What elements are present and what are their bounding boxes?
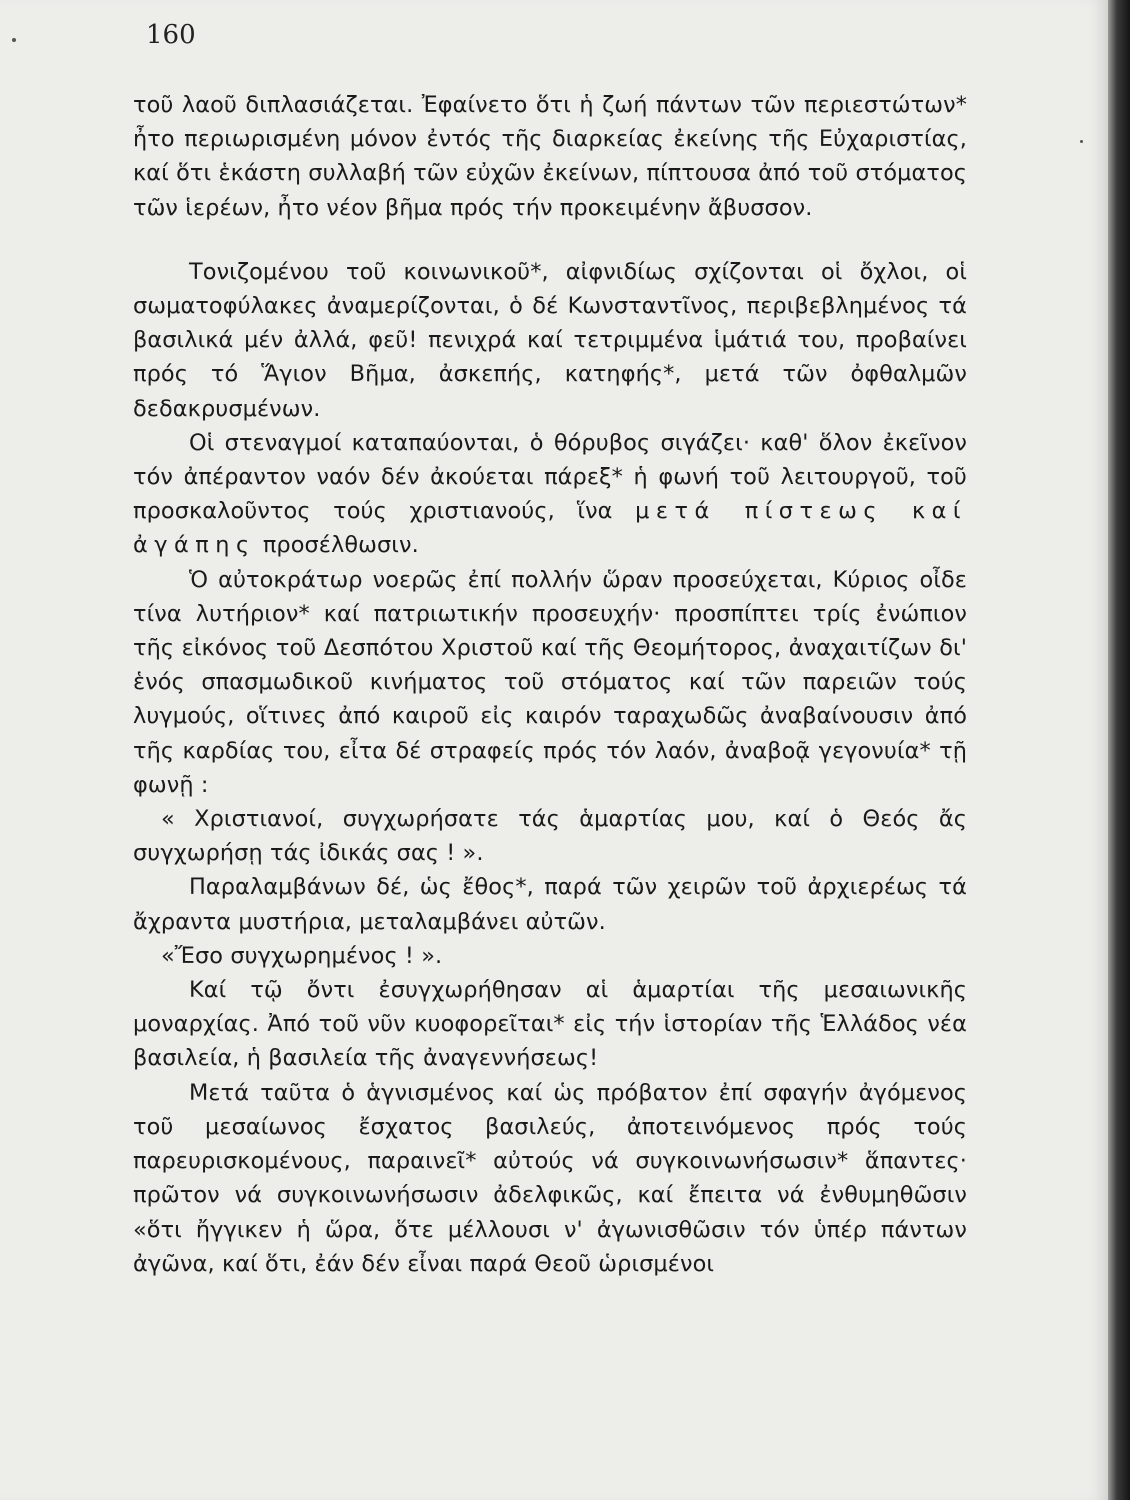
paragraph: [133, 426, 967, 563]
body-text: [133, 88, 967, 1281]
paragraph: Τονιζομένου τοῦ κοινωνικοῦ*, αἰφνιδίως σχίζονται οἱ ὄχλοι, οἱ σωματοφύλακες ἀναμερίζονται, ὁ δέ Κωνσταντῖνος, περιβεβλημένος τά βασιλικά μέν ἀλλά, φεῦ! πενιχρά καί τετριμμένα ἱμάτιά του, προβαίνει πρός τό Ἅγιον Βῆμα, ἀσκεπής, κατηφής*, μετά τῶν ὀφθαλμῶν δεδακρυσμένων.: [133, 258, 967, 422]
paragraph: Παραλαμβάνων δέ, ὡς ἔθος*, παρά τῶν χειρῶν τοῦ ἀρχιερέως τά ἄχραντα μυστήρια, μεταλαμβάνει αὐτῶν.: [133, 874, 967, 935]
book-spine-shadow: [1108, 0, 1130, 1500]
quotation: « Χριστιανοί, συγχωρήσατε τάς ἁμαρτίας μου, καί ὁ Θεός ἄς συγχωρήσῃ τάς ἰδικάς σας ! ».: [133, 806, 967, 867]
quotation: «Ἔσο συγχωρημένος ! ».: [161, 942, 443, 969]
paragraph-text: προσέλθωσιν.: [262, 532, 419, 559]
paragraph: Καί τῷ ὄντι ἐσυγχωρήθησαν αἱ ἁμαρτίαι τῆς μεσαιωνικῆς μοναρχίας. Ἀπό τοῦ νῦν κυοφορεῖται* εἰς τήν ἱστορίαν τῆς Ἑλλάδος νέα βασιλεία, ἡ βασιλεία τῆς ἀναγεννήσεως!: [133, 977, 967, 1072]
spaced-emphasis: μετά πίστεως καί ἀγάπης: [133, 498, 967, 559]
paragraph: Μετά ταῦτα ὁ ἁγνισμένος καί ὡς πρόβατον ἐπί σφαγήν ἀγόμενος τοῦ μεσαίωνος ἔσχατος βασιλεύς, ἀποτεινόμενος πρός τούς παρευρισκομένους, παραινεῖ* αὐτούς νά συγκοινωνήσωσιν* ἅπαντες· πρῶτον νά συγκοινωνήσωσιν ἀδελφικῶς, καί ἔπειτα νά ἐνθυμηθῶσιν «ὅτι ἤγγικεν ἡ ὥρα, ὅτε μέλλουσι ν' ἀγωνισθῶσιν τόν ὑπέρ πάντων ἀγῶνα, καί ὅτι, ἐάν δέν εἶναι παρά Θεοῦ ὡρισμένοι: [133, 1079, 967, 1277]
paragraph: τοῦ λαοῦ διπλασιάζεται. Ἐφαίνετο ὅτι ἡ ζωή πάντων τῶν περιεστώτων* ἦτο περιωρισμένη μόνον ἐντός τῆς διαρκείας ἐκείνης τῆς Εὐχαριστίας, καί ὅτι ἑκάστη συλλαβή τῶν εὐχῶν ἐκείνων, πίπτουσα ἀπό τοῦ στόματος τῶν ἱερέων, ἦτο νέον βῆμα πρός τήν προκειμένην ἄβυσσον.: [133, 92, 967, 221]
paragraph: Ὁ αὐτοκράτωρ νοερῶς ἐπί πολλήν ὥραν προσεύχεται, Κύριος οἶδε τίνα λυτήριον* καί πατριωτικήν προσευχήν· προσπίπτει τρίς ἐνώπιον τῆς εἰκόνος τοῦ Δεσπότου Χριστοῦ καί τῆς Θεομήτορος, ἀναχαιτίζων δι' ἑνός σπασμωδικοῦ κινήματος τοῦ στόματος καί τῶν παρειῶν τούς λυγμούς, οἵτινες ἀπό καιροῦ εἰς καιρόν ταραχωδῶς ἀναβαίνουσιν ἀπό τῆς καρδίας του, εἶτα δέ στραφείς πρός τόν λαόν, ἀναβοᾷ γεγονυία* τῇ φωνῇ :: [133, 566, 967, 798]
page-number: 160: [146, 20, 196, 50]
paragraph-text: Οἱ στεναγμοί καταπαύονται, ὁ θόρυβος σιγάζει· καθ' ὅλον ἐκεῖνον τόν ἀπέραντον ναόν δέν ἀκούεται πάρεξ* ἡ φωνή τοῦ λειτουργοῦ, τοῦ προσκαλοῦντος τούς χριστιανούς, ἵνα: [133, 429, 967, 525]
